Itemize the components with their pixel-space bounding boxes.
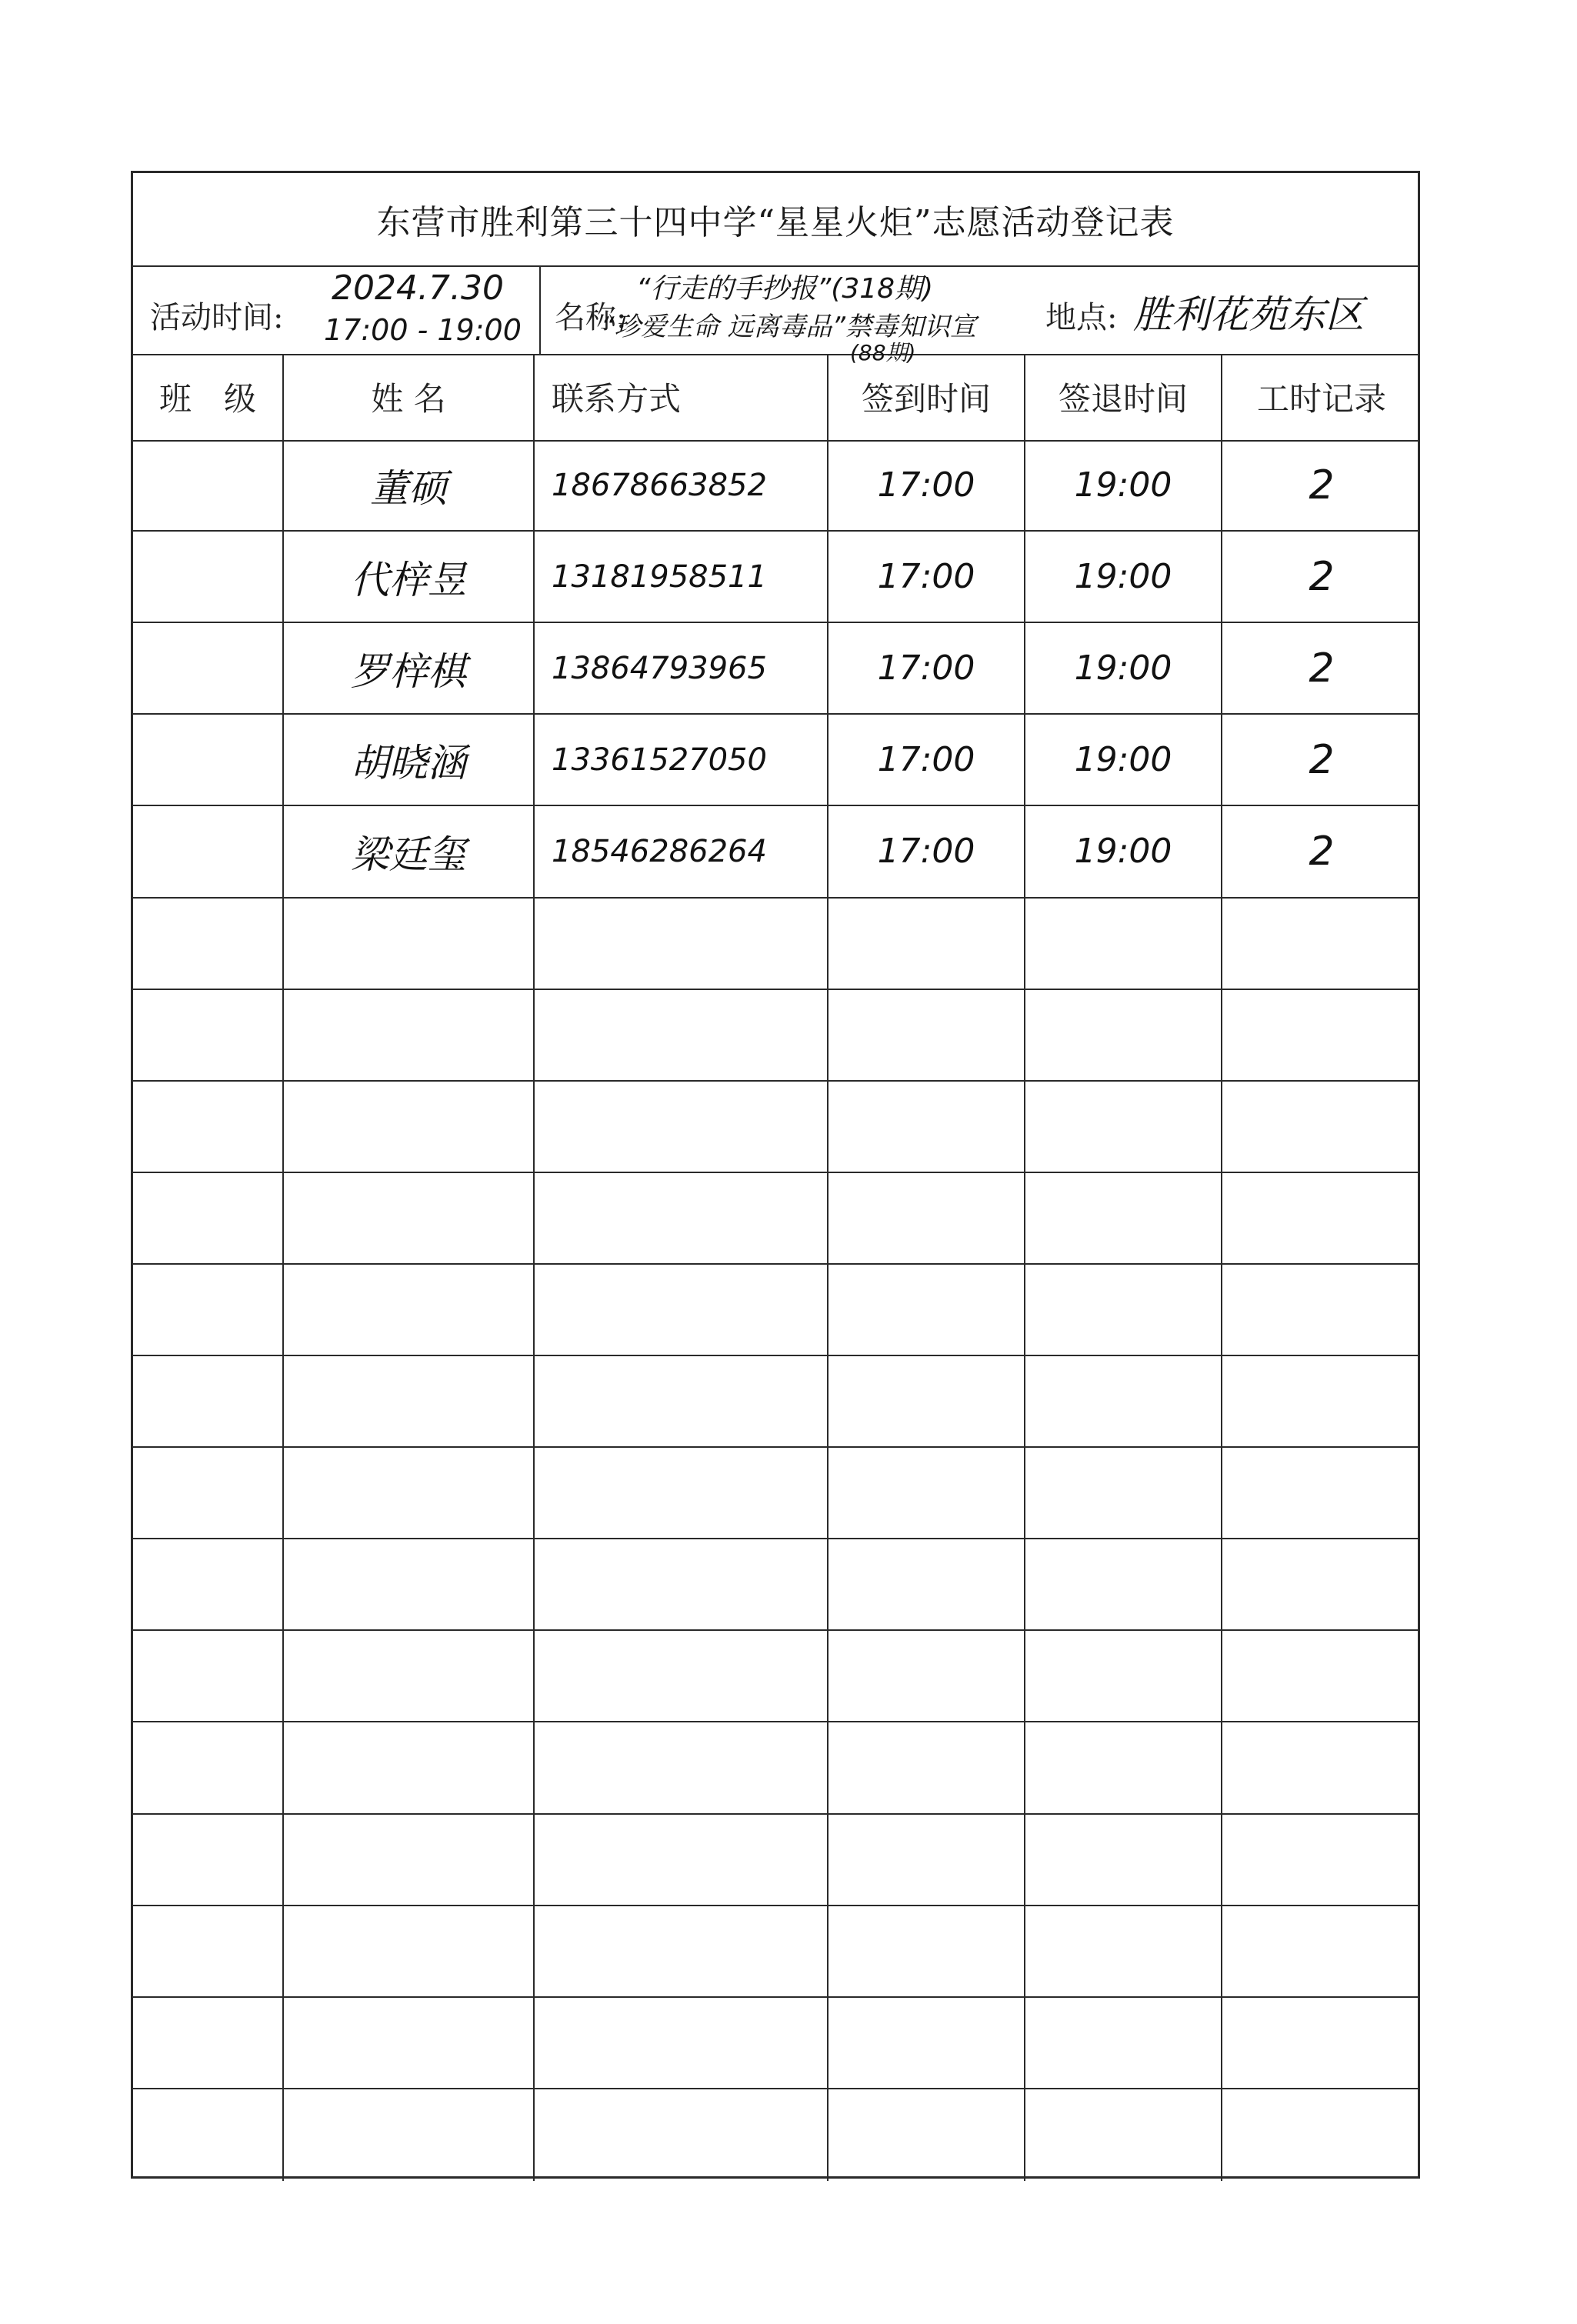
table-row <box>133 990 1418 1082</box>
cell-checkin: 17:00 <box>877 557 975 597</box>
cell-hours: 2 <box>1309 462 1335 508</box>
table-row <box>133 1539 1418 1631</box>
table-row <box>133 715 1418 806</box>
header-contact: 联系方式 <box>552 380 682 418</box>
cell-phone: 18678663852 <box>552 467 767 503</box>
table-row <box>133 899 1418 990</box>
column-divider-name <box>533 354 535 2181</box>
table-row <box>133 532 1418 623</box>
header-checkout: 签退时间 <box>1058 380 1188 418</box>
table-row <box>133 623 1418 715</box>
location-label: 地点: <box>1045 300 1118 335</box>
header-class: 班 级 <box>158 380 256 418</box>
column-divider-class <box>282 354 284 2181</box>
cell-name: 罗梓棋 <box>351 649 466 694</box>
column-divider-contact <box>827 354 829 2181</box>
table-row <box>133 1356 1418 1448</box>
cell-hours: 2 <box>1309 736 1335 783</box>
cell-hours: 2 <box>1309 828 1335 875</box>
header-name: 姓 名 <box>371 380 446 418</box>
table-row <box>133 1082 1418 1173</box>
cell-name: 代梓昱 <box>351 557 466 602</box>
activity-info-row <box>133 265 1418 365</box>
info-divider-1 <box>539 265 541 354</box>
table-row <box>133 1448 1418 1539</box>
cell-checkin: 17:00 <box>877 740 975 780</box>
activity-hours: 17:00 - 19:00 <box>324 313 522 347</box>
cell-phone: 13361527050 <box>552 742 767 778</box>
activity-name-line-1: “行走的手抄报”(318期) <box>636 273 934 305</box>
cell-hours: 2 <box>1309 645 1335 692</box>
table-row <box>133 1906 1418 1998</box>
header-checkin: 签到时间 <box>861 380 991 418</box>
cell-name: 梁廷玺 <box>351 832 466 877</box>
cell-phone: 13864793965 <box>552 650 767 686</box>
column-divider-checkin <box>1024 354 1025 2181</box>
cell-checkin: 17:00 <box>877 649 975 689</box>
table-row <box>133 1173 1418 1265</box>
table-row <box>133 440 1418 532</box>
activity-name-line-2: “珍爱生命 远离毒品”禁毒知识宣 <box>601 312 977 342</box>
activity-name-line-3: (88期) <box>850 340 916 365</box>
table-row <box>133 2089 1418 2181</box>
activity-name-label: 名称: <box>555 300 627 335</box>
table-row <box>133 1265 1418 1356</box>
form-title: 东营市胜利第三十四中学“星星火炬”志愿活动登记表 <box>133 173 1418 267</box>
table-row <box>133 1815 1418 1906</box>
cell-checkin: 17:00 <box>877 832 975 872</box>
cell-name: 董硕 <box>370 465 447 511</box>
table-row <box>133 1998 1418 2089</box>
activity-time-label: 活动时间: <box>150 300 284 335</box>
activity-date: 2024.7.30 <box>332 268 504 308</box>
header-row <box>133 354 1418 442</box>
table-row <box>133 806 1418 898</box>
cell-checkout: 19:00 <box>1074 740 1172 780</box>
registration-form <box>131 171 1420 2179</box>
location-value: 胜利花苑东区 <box>1133 292 1364 337</box>
cell-hours: 2 <box>1309 553 1335 600</box>
cell-checkin: 17:00 <box>877 465 975 505</box>
header-hours: 工时记录 <box>1256 380 1386 418</box>
cell-checkout: 19:00 <box>1074 832 1172 872</box>
table-row <box>133 1722 1418 1814</box>
cell-phone: 13181958511 <box>552 558 767 595</box>
cell-phone: 18546286264 <box>552 833 767 869</box>
cell-checkout: 19:00 <box>1074 649 1172 689</box>
cell-checkout: 19:00 <box>1074 465 1172 505</box>
column-divider-checkout <box>1221 354 1222 2181</box>
cell-checkout: 19:00 <box>1074 557 1172 597</box>
table-row <box>133 1631 1418 1722</box>
cell-name: 胡晓涵 <box>351 740 466 785</box>
